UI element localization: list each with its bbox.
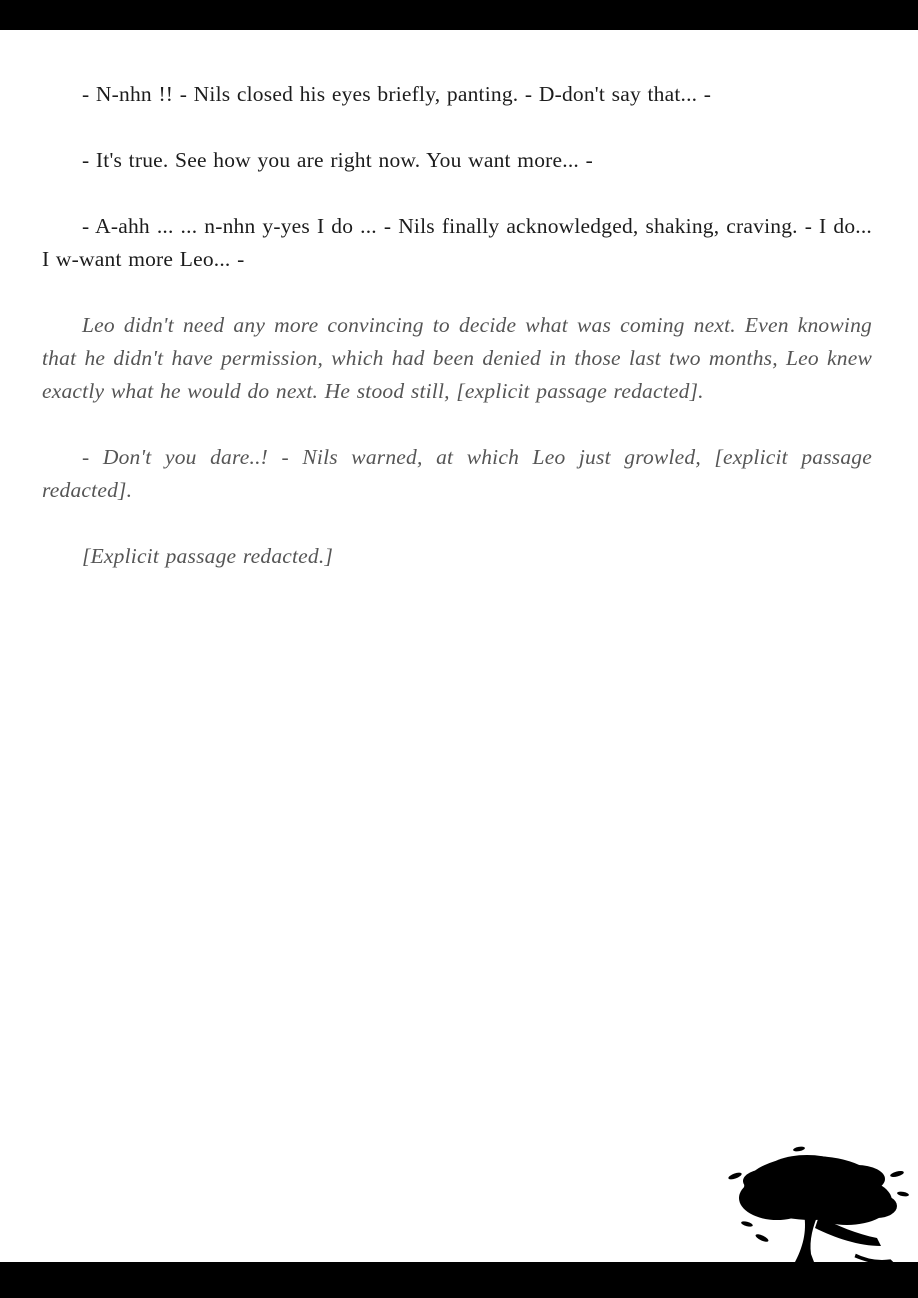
paragraph-dialogue-4: - Don't you dare..! - Nils warned, at which Leo just growled, [explicit passage redacted].	[42, 445, 872, 502]
paragraph-dialogue-1: - N-nhn !! - Nils closed his eyes briefly, panting. - D-don't say that... -	[82, 82, 712, 106]
paragraph-narration-2: [Explicit passage redacted.]	[82, 544, 334, 568]
paragraph-narration-1: Leo didn't need any more convincing to decide what was coming next. Even knowing that he didn't have permission, which had been denied in those last two months, Leo knew exactly what he would do next. He stood still, [explicit passage redacted].	[42, 313, 872, 403]
bottom-black-bar	[0, 1262, 918, 1298]
top-black-bar	[0, 0, 918, 30]
paragraph-dialogue-2: - It's true. See how you are right now. You want more... -	[82, 148, 593, 172]
story-text-block	[42, 78, 872, 606]
paragraph-dialogue-3: - A-ahh ... ... n-nhn y-yes I do ... - Nils finally acknowledged, shaking, craving. - I do... I w-want more Leo... -	[42, 214, 872, 271]
